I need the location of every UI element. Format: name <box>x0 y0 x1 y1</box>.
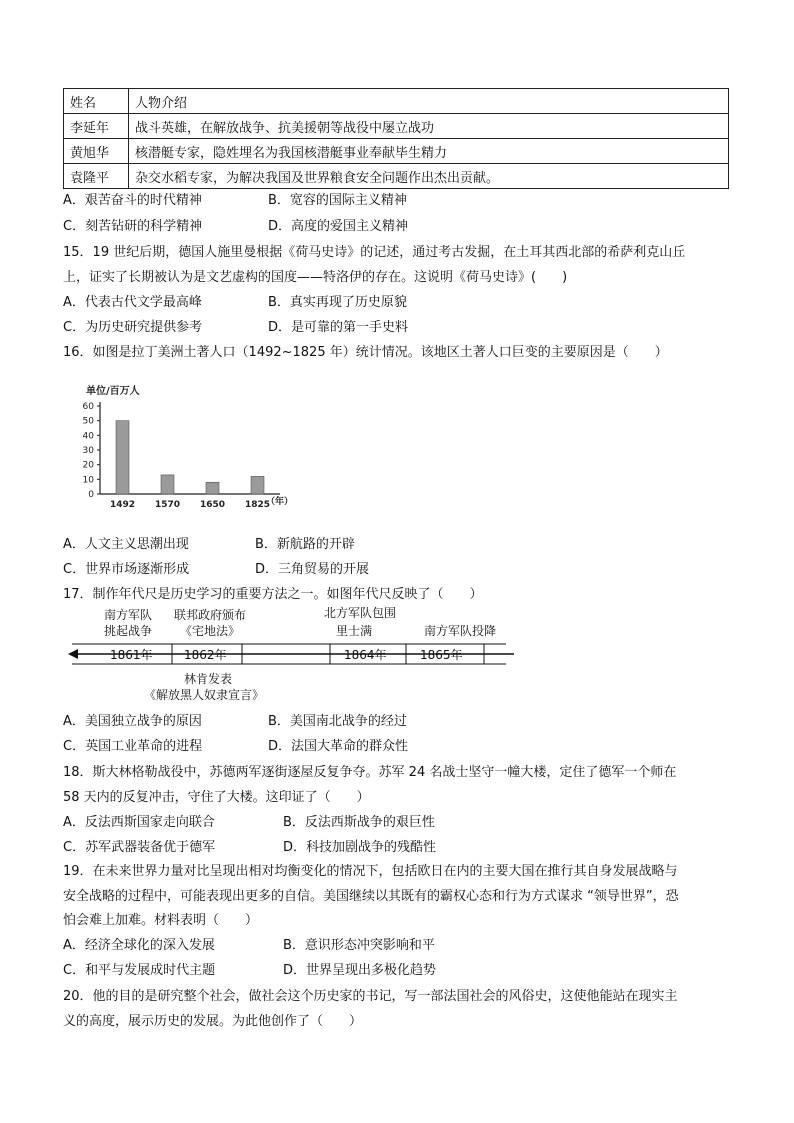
table-row <box>64 139 729 164</box>
timeline-event-label: 联邦政府颁布 <box>174 608 247 622</box>
q15-option-c: C．为历史研究提供参考 <box>63 320 203 335</box>
chart-y-tick-label: 60 <box>82 402 94 412</box>
q18-stem-line1: 18．斯大林格勒战役中，苏德两军逐街逐屋反复争夺。苏军 24 名战士坚守一幢大楼，定住了德军一个师在 <box>63 765 677 780</box>
q18-option-d: D．科技加剧战争的残酷性 <box>283 840 437 855</box>
q17-option-a: A．美国独立战争的原因 <box>63 714 202 729</box>
table-row <box>64 114 729 139</box>
chart-xunit: （年） <box>266 497 294 507</box>
table-header-cell: 姓名 <box>64 89 129 114</box>
q19-option-a: A．经济全球化的深入发展 <box>63 938 215 953</box>
q16-option-b: B．新航路的开辟 <box>255 537 355 552</box>
chart-y-tick-label: 40 <box>82 431 94 442</box>
timeline-event-label: 里士满 <box>336 624 373 638</box>
timeline-event-label: 《解放黑人奴隶宣言》 <box>144 688 265 702</box>
timeline-event-label: 《宅地法》 <box>180 624 241 638</box>
timeline-event-label: 南方军队 <box>104 608 153 622</box>
chart-y-tick-label: 50 <box>82 416 94 427</box>
q19-option-b: B．意识形态冲突影响和平 <box>283 938 435 953</box>
chart-x-tick-label: 1650 <box>199 500 226 510</box>
chart-ylabel: 单位/百万人 <box>86 386 140 397</box>
chart-y-tick-label: 20 <box>82 460 94 471</box>
timeline-event-label: 挑起战争 <box>104 624 153 638</box>
q19-option-d: D．世界呈现出多极化趋势 <box>283 963 437 978</box>
q15-option-b: B．真实再现了历史原貌 <box>268 295 407 310</box>
q18-option-a: A．反法西斯国家走向联合 <box>63 815 215 830</box>
q18-stem-line2: 58 天内的反复冲击，守住了大楼。这印证了（ ） <box>63 790 370 805</box>
q19-stem-line1: 19．在未来世界力量对比呈现出相对均衡变化的情况下，包括欧日在内的主要大国在推行其自身发展战略与 <box>63 864 678 879</box>
q17-option-c: C．英国工业革命的进程 <box>63 739 203 754</box>
timeline-event-label: 林肯发表 <box>184 672 233 686</box>
chart-y-tick-label: 0 <box>88 490 94 500</box>
chart-y-tick-label: 10 <box>82 475 94 486</box>
q14-option-b: B．宽容的国际主义精神 <box>268 193 407 208</box>
table-cell: 杂交水稻专家，为解决我国及世界粮食安全问题作出杰出贡献。 <box>129 164 729 189</box>
q17-option-b: B．美国南北战争的经过 <box>268 714 407 729</box>
q17-stem: 17．制作年代尺是历史学习的重要方法之一。如图年代尺反映了（ ） <box>63 587 483 602</box>
chart-x-tick-label: 1825 <box>244 500 271 510</box>
timeline-year: 1864年 <box>344 648 387 662</box>
q15-stem-line2: 上，证实了长期被认为是文艺虚构的国度——特洛伊的存在。这说明《荷马史诗》( ) <box>63 270 568 285</box>
chart-bar <box>251 476 264 494</box>
timeline-year: 1861年 <box>110 648 153 662</box>
table-header-cell: 人物介绍 <box>129 89 729 114</box>
table-cell: 袁隆平 <box>64 164 129 189</box>
chart-y-tick-label: 30 <box>82 446 94 456</box>
q19-option-c: C．和平与发展成时代主题 <box>63 963 216 978</box>
population-bar-chart <box>60 380 300 515</box>
chart-x-tick-label: 1492 <box>109 500 136 510</box>
q16-option-a: A．人文主义思潮出现 <box>63 537 189 552</box>
q19-stem-line2: 安全战略的过程中，可能表现出更多的自信。美国继续以其既有的霸权心态和行为方式谋求 “领导世界”，恐 <box>63 889 679 904</box>
chart-x-tick-label: 1570 <box>154 500 181 510</box>
q20-stem-line2: 义的高度，展示历史的发展。为此他创作了（ ） <box>63 1014 363 1029</box>
timeline-event-label: 北方军队包围 <box>324 606 397 620</box>
person-table <box>63 88 729 189</box>
timeline-arrow-left-icon <box>68 649 78 659</box>
timeline-year: 1862年 <box>184 648 227 662</box>
q15-stem-line1: 15．19 世纪后期，德国人施里曼根据《荷马史诗》的记述，通过考古发掘，在土耳其西北部的希萨利克山丘 <box>63 245 686 260</box>
q14-option-a: A．艰苦奋斗的时代精神 <box>63 193 202 208</box>
chart-bar <box>116 421 129 494</box>
q19-stem-line3: 怕会难上加难。材料表明（ ） <box>63 913 259 928</box>
table-cell: 黄旭华 <box>64 139 129 164</box>
table-cell: 李延年 <box>64 114 129 139</box>
table-row <box>64 164 729 189</box>
q15-option-d: D．是可靠的第一手史料 <box>268 320 409 335</box>
q17-option-d: D．法国大革命的群众性 <box>268 739 409 754</box>
q15-option-a: A．代表古代文学最高峰 <box>63 295 202 310</box>
table-cell: 战斗英雄，在解放战争、抗美援朝等战役中屡立战功 <box>129 114 729 139</box>
table-header-row <box>64 89 729 114</box>
chart-bar <box>161 475 174 494</box>
q16-stem: 16．如图是拉丁美洲土著人口（1492~1825 年）统计情况。该地区土著人口巨变的主要原因是（ ） <box>63 345 668 360</box>
q14-option-c: C．刻苦钻研的科学精神 <box>63 219 203 234</box>
q18-option-c: C．苏军武器装备优于德军 <box>63 840 216 855</box>
timeline-year: 1865年 <box>420 648 463 662</box>
q20-stem-line1: 20．他的目的是研究整个社会，做社会这个历史家的书记，写一部法国社会的风俗史，这使他能站在现实主 <box>63 989 678 1004</box>
q18-option-b: B．反法西斯战争的艰巨性 <box>283 815 435 830</box>
q16-option-c: C．世界市场逐渐形成 <box>63 562 190 577</box>
timeline-event-label: 南方军队投降 <box>424 624 497 638</box>
table-cell: 核潜艇专家，隐姓埋名为我国核潜艇事业奉献毕生精力 <box>129 139 729 164</box>
timeline-figure <box>66 604 516 704</box>
chart-bar <box>206 482 219 494</box>
q14-option-d: D．高度的爱国主义精神 <box>268 219 409 234</box>
q16-option-d: D．三角贸易的开展 <box>255 562 370 577</box>
